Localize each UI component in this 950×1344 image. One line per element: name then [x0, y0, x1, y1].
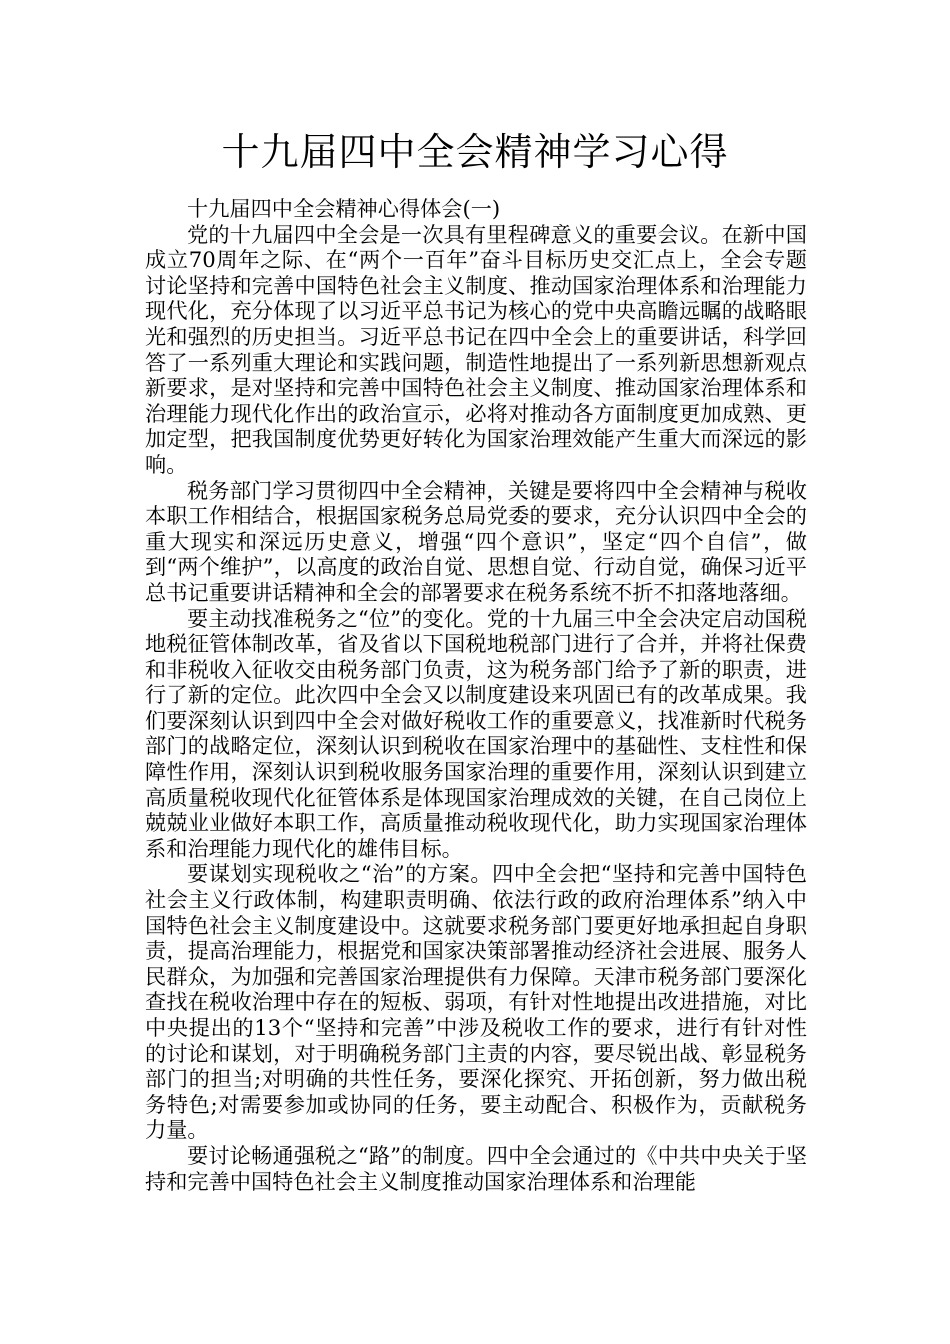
- paragraph-2: 税务部门学习贯彻四中全会精神，关键是要将四中全会精神与税收本职工作相结合，根据国家税务总局党委的要求，充分认识四中全会的重大现实和深远历史意义，增强“四个意识”，坚定“四个自信”，做到“两个维护”，以高度的政治自觉、思想自觉、行动自觉，确保习近平总书记重要讲话精神和全会的部署要求在税务系统不折不扣落地落细。: [145, 477, 807, 605]
- paragraph-4: 要谋划实现税收之“治”的方案。四中全会把“坚持和完善中国特色社会主义行政体制，构建职责明确、依法行政的政府治理体系”纳入中国特色社会主义制度建设中。这就要求税务部门要更好地承担起自身职责，提高治理能力，根据党和国家决策部署推动经济社会进展、服务人民群众，为加强和完善国家治理提供有力保障。天津市税务部门要深化查找在税收治理中存在的短板、弱项，有针对性地提出改进措施，对比中央提出的13个“坚持和完善”中涉及税收工作的要求，进行有针对性的讨论和谋划，对于明确税务部门主责的内容，要尽锐出战、彰显税务部门的担当;对明确的共性任务，要深化探究、开拓创新，努力做出税务特色;对需要参加或协同的任务，要主动配合、积极作为，贡献税务力量。: [145, 861, 807, 1143]
- document-body: [145, 196, 807, 1194]
- section-subheading: 十九届四中全会精神心得体会(一): [187, 196, 501, 221]
- paragraph-5: 要讨论畅通强税之“路”的制度。四中全会通过的《中共中央关于坚持和完善中国特色社会主义制度推动国家治理体系和治理能: [145, 1142, 807, 1194]
- document-title: 十九届四中全会精神学习心得: [221, 130, 729, 174]
- paragraph-1: 党的十九届四中全会是一次具有里程碑意义的重要会议。在新中国成立70周年之际、在“两个一百年”奋斗目标历史交汇点上，全会专题讨论坚持和完善中国特色社会主义制度、推动国家治理体系和治理能力现代化，充分体现了以习近平总书记为核心的党中央高瞻远瞩的战略眼光和强烈的历史担当。习近平总书记在四中全会上的重要讲话，科学回答了一系列重大理论和实践问题，制造性地提出了一系列新思想新观点新要求，是对坚持和完善中国特色社会主义制度、推动国家治理体系和治理能力现代化作出的政治宣示，必将对推动各方面制度更加成熟、更加定型，把我国制度优势更好转化为国家治理效能产生重大而深远的影响。: [145, 221, 807, 477]
- paragraph-3: 要主动找准税务之“位”的变化。党的十九届三中全会决定启动国税地税征管体制改革，省及省以下国税地税部门进行了合并，并将社保费和非税收入征收交由税务部门负责，这为税务部门给予了新的职责，进行了新的定位。此次四中全会又以制度建设来巩固已有的改革成果。我们要深刻认识到四中全会对做好税收工作的重要意义，找准新时代税务部门的战略定位，深刻认识到税收在国家治理中的基础性、支柱性和保障性作用，深刻认识到税收服务国家治理的重要作用，深刻认识到建立高质量税收现代化征管体系是体现国家治理成效的关键，在自己岗位上兢兢业业做好本职工作，高质量推动税收现代化，助力实现国家治理体系和治理能力现代化的雄伟目标。: [145, 605, 807, 861]
